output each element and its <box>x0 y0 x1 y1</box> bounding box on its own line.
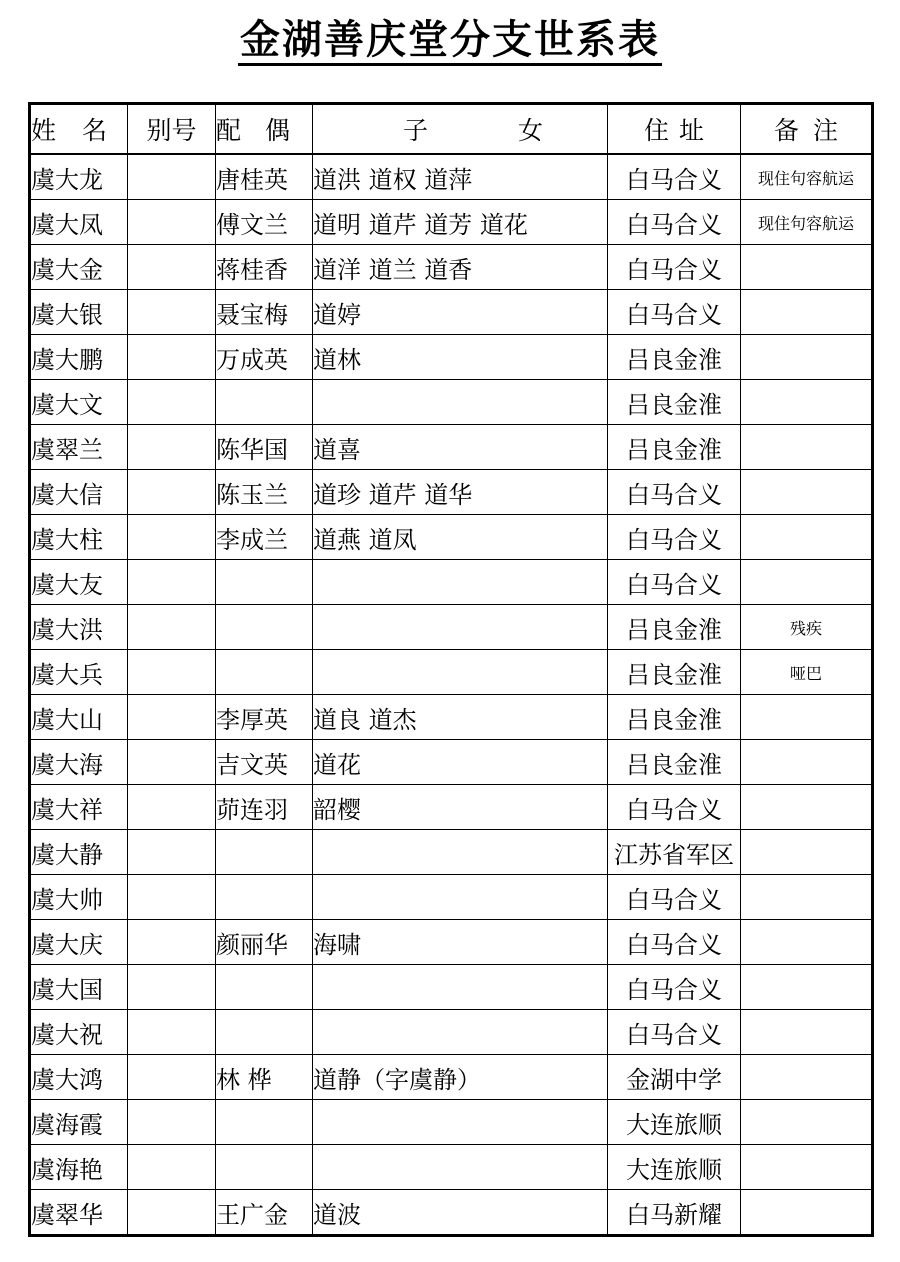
table-row <box>30 695 873 740</box>
address-cell: 白马合义 <box>608 1010 741 1055</box>
alias-cell <box>128 154 216 200</box>
address-cell: 白马合义 <box>608 154 741 200</box>
address-cell: 白马合义 <box>608 965 741 1010</box>
spouse-cell <box>216 830 313 875</box>
alias-cell <box>128 425 216 470</box>
name-cell: 虞大山 <box>30 695 128 740</box>
children-cell: 道林 <box>313 335 608 380</box>
header-name: 姓名 <box>30 104 128 155</box>
spouse-cell: 李成兰 <box>216 515 313 560</box>
alias-cell <box>128 1055 216 1100</box>
children-cell <box>313 380 608 425</box>
children-cell: 道婷 <box>313 290 608 335</box>
name-cell: 虞大帅 <box>30 875 128 920</box>
address-cell: 白马合义 <box>608 560 741 605</box>
notes-cell <box>741 740 873 785</box>
alias-cell <box>128 740 216 785</box>
header-children: 子女 <box>313 104 608 155</box>
address-cell: 白马合义 <box>608 875 741 920</box>
children-cell <box>313 605 608 650</box>
table-row <box>30 1010 873 1055</box>
table-row <box>30 650 873 695</box>
children-cell: 道花 <box>313 740 608 785</box>
spouse-cell: 李厚英 <box>216 695 313 740</box>
notes-cell: 现住句容航运 <box>741 200 873 245</box>
alias-cell <box>128 1010 216 1055</box>
name-cell: 虞大信 <box>30 470 128 515</box>
notes-cell <box>741 290 873 335</box>
address-cell: 白马合义 <box>608 470 741 515</box>
children-cell: 道明 道芹 道芳 道花 <box>313 200 608 245</box>
children-cell: 道静（字虞静） <box>313 1055 608 1100</box>
table-row <box>30 965 873 1010</box>
address-cell: 吕良金淮 <box>608 650 741 695</box>
notes-cell <box>741 470 873 515</box>
name-cell: 虞大祝 <box>30 1010 128 1055</box>
address-cell: 吕良金淮 <box>608 695 741 740</box>
name-cell: 虞大鸿 <box>30 1055 128 1100</box>
address-cell: 金湖中学 <box>608 1055 741 1100</box>
spouse-cell: 蒋桂香 <box>216 245 313 290</box>
alias-cell <box>128 605 216 650</box>
children-cell: 道燕 道凤 <box>313 515 608 560</box>
name-cell: 虞大柱 <box>30 515 128 560</box>
table-row <box>30 470 873 515</box>
alias-cell <box>128 290 216 335</box>
children-cell: 道洪 道权 道萍 <box>313 154 608 200</box>
name-cell: 虞大银 <box>30 290 128 335</box>
notes-cell <box>741 1010 873 1055</box>
address-cell: 白马合义 <box>608 290 741 335</box>
notes-cell: 残疾 <box>741 605 873 650</box>
address-cell: 白马合义 <box>608 785 741 830</box>
name-cell: 虞海霞 <box>30 1100 128 1145</box>
notes-cell <box>741 1145 873 1190</box>
notes-cell <box>741 1100 873 1145</box>
children-cell <box>313 1145 608 1190</box>
alias-cell <box>128 470 216 515</box>
spouse-cell: 聂宝梅 <box>216 290 313 335</box>
address-cell: 白马合义 <box>608 515 741 560</box>
notes-cell <box>741 920 873 965</box>
spouse-cell: 林 桦 <box>216 1055 313 1100</box>
children-cell <box>313 1100 608 1145</box>
table-row <box>30 515 873 560</box>
page-title <box>0 14 900 66</box>
name-cell: 虞翠华 <box>30 1190 128 1236</box>
alias-cell <box>128 245 216 290</box>
name-cell: 虞海艳 <box>30 1145 128 1190</box>
notes-cell: 现住句容航运 <box>741 154 873 200</box>
name-cell: 虞翠兰 <box>30 425 128 470</box>
table-row <box>30 290 873 335</box>
name-cell: 虞大庆 <box>30 920 128 965</box>
name-cell: 虞大兵 <box>30 650 128 695</box>
spouse-cell: 颜丽华 <box>216 920 313 965</box>
table-row <box>30 875 873 920</box>
children-cell: 道珍 道芹 道华 <box>313 470 608 515</box>
notes-cell <box>741 965 873 1010</box>
spouse-cell: 陈华国 <box>216 425 313 470</box>
address-cell: 吕良金淮 <box>608 740 741 785</box>
table-row <box>30 785 873 830</box>
spouse-cell <box>216 875 313 920</box>
page-title-text: 金湖善庆堂分支世系表 <box>238 17 662 66</box>
alias-cell <box>128 1145 216 1190</box>
alias-cell <box>128 515 216 560</box>
name-cell: 虞大金 <box>30 245 128 290</box>
address-cell: 吕良金淮 <box>608 605 741 650</box>
alias-cell <box>128 335 216 380</box>
children-cell <box>313 830 608 875</box>
notes-cell <box>741 830 873 875</box>
table-row <box>30 380 873 425</box>
name-cell: 虞大文 <box>30 380 128 425</box>
address-cell: 白马合义 <box>608 920 741 965</box>
alias-cell <box>128 965 216 1010</box>
table-body <box>30 154 873 1236</box>
table-row <box>30 425 873 470</box>
table-row <box>30 740 873 785</box>
spouse-cell: 唐桂英 <box>216 154 313 200</box>
name-cell: 虞大洪 <box>30 605 128 650</box>
table-row <box>30 200 873 245</box>
notes-cell <box>741 425 873 470</box>
table-row <box>30 245 873 290</box>
table-row <box>30 335 873 380</box>
spouse-cell: 陈玉兰 <box>216 470 313 515</box>
notes-cell <box>741 875 873 920</box>
alias-cell <box>128 830 216 875</box>
alias-cell <box>128 650 216 695</box>
table-row <box>30 1190 873 1236</box>
children-cell <box>313 650 608 695</box>
children-cell <box>313 1010 608 1055</box>
spouse-cell: 茆连羽 <box>216 785 313 830</box>
header-address: 住址 <box>608 104 741 155</box>
spouse-cell <box>216 380 313 425</box>
header-row <box>30 104 873 155</box>
table-row <box>30 1100 873 1145</box>
address-cell: 白马合义 <box>608 200 741 245</box>
header-notes: 备注 <box>741 104 873 155</box>
genealogy-table <box>28 102 874 1237</box>
notes-cell <box>741 335 873 380</box>
table-row <box>30 830 873 875</box>
notes-cell <box>741 245 873 290</box>
header-alias: 别号 <box>128 104 216 155</box>
children-cell: 道波 <box>313 1190 608 1236</box>
children-cell: 韶樱 <box>313 785 608 830</box>
table-row <box>30 154 873 200</box>
address-cell: 大连旅顺 <box>608 1145 741 1190</box>
name-cell: 虞大祥 <box>30 785 128 830</box>
table-row <box>30 560 873 605</box>
alias-cell <box>128 920 216 965</box>
alias-cell <box>128 560 216 605</box>
children-cell: 海啸 <box>313 920 608 965</box>
table-row <box>30 920 873 965</box>
children-cell: 道喜 <box>313 425 608 470</box>
notes-cell <box>741 380 873 425</box>
notes-cell <box>741 785 873 830</box>
address-cell: 白马新耀 <box>608 1190 741 1236</box>
alias-cell <box>128 875 216 920</box>
name-cell: 虞大凤 <box>30 200 128 245</box>
address-cell: 吕良金淮 <box>608 380 741 425</box>
spouse-cell <box>216 965 313 1010</box>
alias-cell <box>128 785 216 830</box>
spouse-cell <box>216 1145 313 1190</box>
notes-cell <box>741 1190 873 1236</box>
children-cell <box>313 875 608 920</box>
children-cell: 道良 道杰 <box>313 695 608 740</box>
alias-cell <box>128 1190 216 1236</box>
spouse-cell: 王广金 <box>216 1190 313 1236</box>
name-cell: 虞大国 <box>30 965 128 1010</box>
spouse-cell <box>216 1100 313 1145</box>
notes-cell: 哑巴 <box>741 650 873 695</box>
address-cell: 白马合义 <box>608 245 741 290</box>
notes-cell <box>741 695 873 740</box>
name-cell: 虞大静 <box>30 830 128 875</box>
spouse-cell: 傅文兰 <box>216 200 313 245</box>
address-cell: 吕良金淮 <box>608 335 741 380</box>
children-cell <box>313 560 608 605</box>
address-cell: 江苏省军区 <box>608 830 741 875</box>
children-cell: 道洋 道兰 道香 <box>313 245 608 290</box>
notes-cell <box>741 515 873 560</box>
alias-cell <box>128 1100 216 1145</box>
name-cell: 虞大海 <box>30 740 128 785</box>
spouse-cell: 万成英 <box>216 335 313 380</box>
alias-cell <box>128 200 216 245</box>
notes-cell <box>741 560 873 605</box>
table-row <box>30 1145 873 1190</box>
spouse-cell <box>216 650 313 695</box>
address-cell: 大连旅顺 <box>608 1100 741 1145</box>
spouse-cell <box>216 560 313 605</box>
table-row <box>30 1055 873 1100</box>
address-cell: 吕良金淮 <box>608 425 741 470</box>
alias-cell <box>128 695 216 740</box>
name-cell: 虞大龙 <box>30 154 128 200</box>
header-spouse: 配偶 <box>216 104 313 155</box>
spouse-cell: 吉文英 <box>216 740 313 785</box>
alias-cell <box>128 380 216 425</box>
notes-cell <box>741 1055 873 1100</box>
table-row <box>30 605 873 650</box>
name-cell: 虞大友 <box>30 560 128 605</box>
children-cell <box>313 965 608 1010</box>
spouse-cell <box>216 1010 313 1055</box>
spouse-cell <box>216 605 313 650</box>
name-cell: 虞大鹏 <box>30 335 128 380</box>
